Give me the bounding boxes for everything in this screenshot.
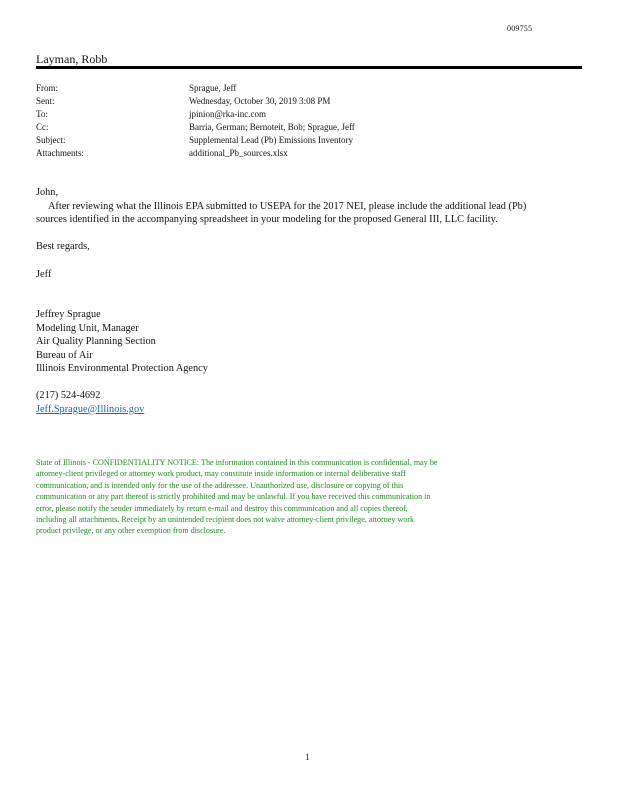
- header-row-cc: [36, 121, 576, 134]
- header-value-to: jpinion@rka-inc.com: [189, 109, 267, 119]
- notice-line: communication or any part thereof is strictly prohibited and may be unlawful. If you have received this communication in: [36, 492, 431, 502]
- notice-line: including all attachments. Receipt by an unintended recipient does not waive attorney-client privilege, attorney work: [36, 515, 415, 525]
- notice-line: attorney-client privileged or attorney work product, may constitute inside information or internal deliberative staff: [36, 469, 406, 479]
- closing: Best regards,: [36, 241, 90, 253]
- spacer: [36, 227, 582, 241]
- header-value-cc: Barria, German; Bernoteit, Bob; Sprague, Jeff: [189, 122, 355, 132]
- notice-line: error, please notify the sender immediately by return e-mail and destroy this communication and all copies thereof,: [36, 503, 408, 513]
- header-row-from: [36, 82, 576, 95]
- header-value-sent: Wednesday, October 30, 2019 3:08 PM: [189, 96, 331, 106]
- attachment-filename: additional_Pb_sources.xlsx: [189, 148, 288, 158]
- mailbox-owner-name: Layman, Robb: [36, 52, 108, 66]
- header-label: To:: [36, 109, 48, 119]
- header-label: From:: [36, 83, 59, 93]
- header-row-attachments: [36, 147, 576, 160]
- spacer: [36, 254, 582, 268]
- greeting: John,: [36, 187, 59, 198]
- body-paragraph-line: After reviewing what the Illinois EPA submitted to USEPA for the 2017 NEI, please include the additional lead (Pb): [48, 200, 527, 212]
- signature-name: Jeffrey Sprague: [36, 309, 101, 320]
- email-header-block: [36, 82, 576, 160]
- email-body: [36, 186, 582, 281]
- header-label: Cc:: [36, 122, 49, 132]
- notice-line: State of Illinois - CONFIDENTIALITY NOTICE: The information contained in this communication is confidential, may be: [36, 458, 438, 467]
- signature-block: [36, 308, 208, 376]
- header-label: Attachments:: [36, 148, 84, 158]
- body-paragraph-line: sources identified in the accompanying spreadsheet in your modeling for the proposed General III, LLC facility.: [36, 214, 498, 226]
- header-label: Sent:: [36, 96, 55, 106]
- signature-email-link[interactable]: Jeff.Sprague@Illinois.gov: [36, 403, 145, 415]
- contact-block: [36, 389, 144, 416]
- signature-phone: (217) 524-4692: [36, 390, 101, 401]
- header-row-to: [36, 108, 576, 121]
- header-row-subject: [36, 134, 576, 147]
- header-divider: [36, 66, 582, 69]
- signature-bureau: Bureau of Air: [36, 349, 93, 361]
- header-row-sent: [36, 95, 576, 108]
- header-label: Subject:: [36, 135, 66, 145]
- document-number: 009755: [507, 24, 533, 33]
- header-value-from: Sprague, Jeff: [189, 83, 237, 93]
- signoff: Jeff: [36, 268, 52, 280]
- signature-agency: Illinois Environmental Protection Agency: [36, 363, 208, 375]
- confidentiality-notice: [36, 457, 546, 537]
- notice-line: product privilege, or any other exemption from disclosure.: [36, 526, 226, 536]
- header-value-subject: Supplemental Lead (Pb) Emissions Inventory: [189, 135, 353, 145]
- notice-line: communication, and is intended only for the use of the addressee. Unauthorized use, disclosure or copying of this: [36, 480, 404, 490]
- page-number: 1: [305, 752, 310, 762]
- signature-title: Modeling Unit, Manager: [36, 322, 139, 334]
- signature-section: Air Quality Planning Section: [36, 336, 156, 348]
